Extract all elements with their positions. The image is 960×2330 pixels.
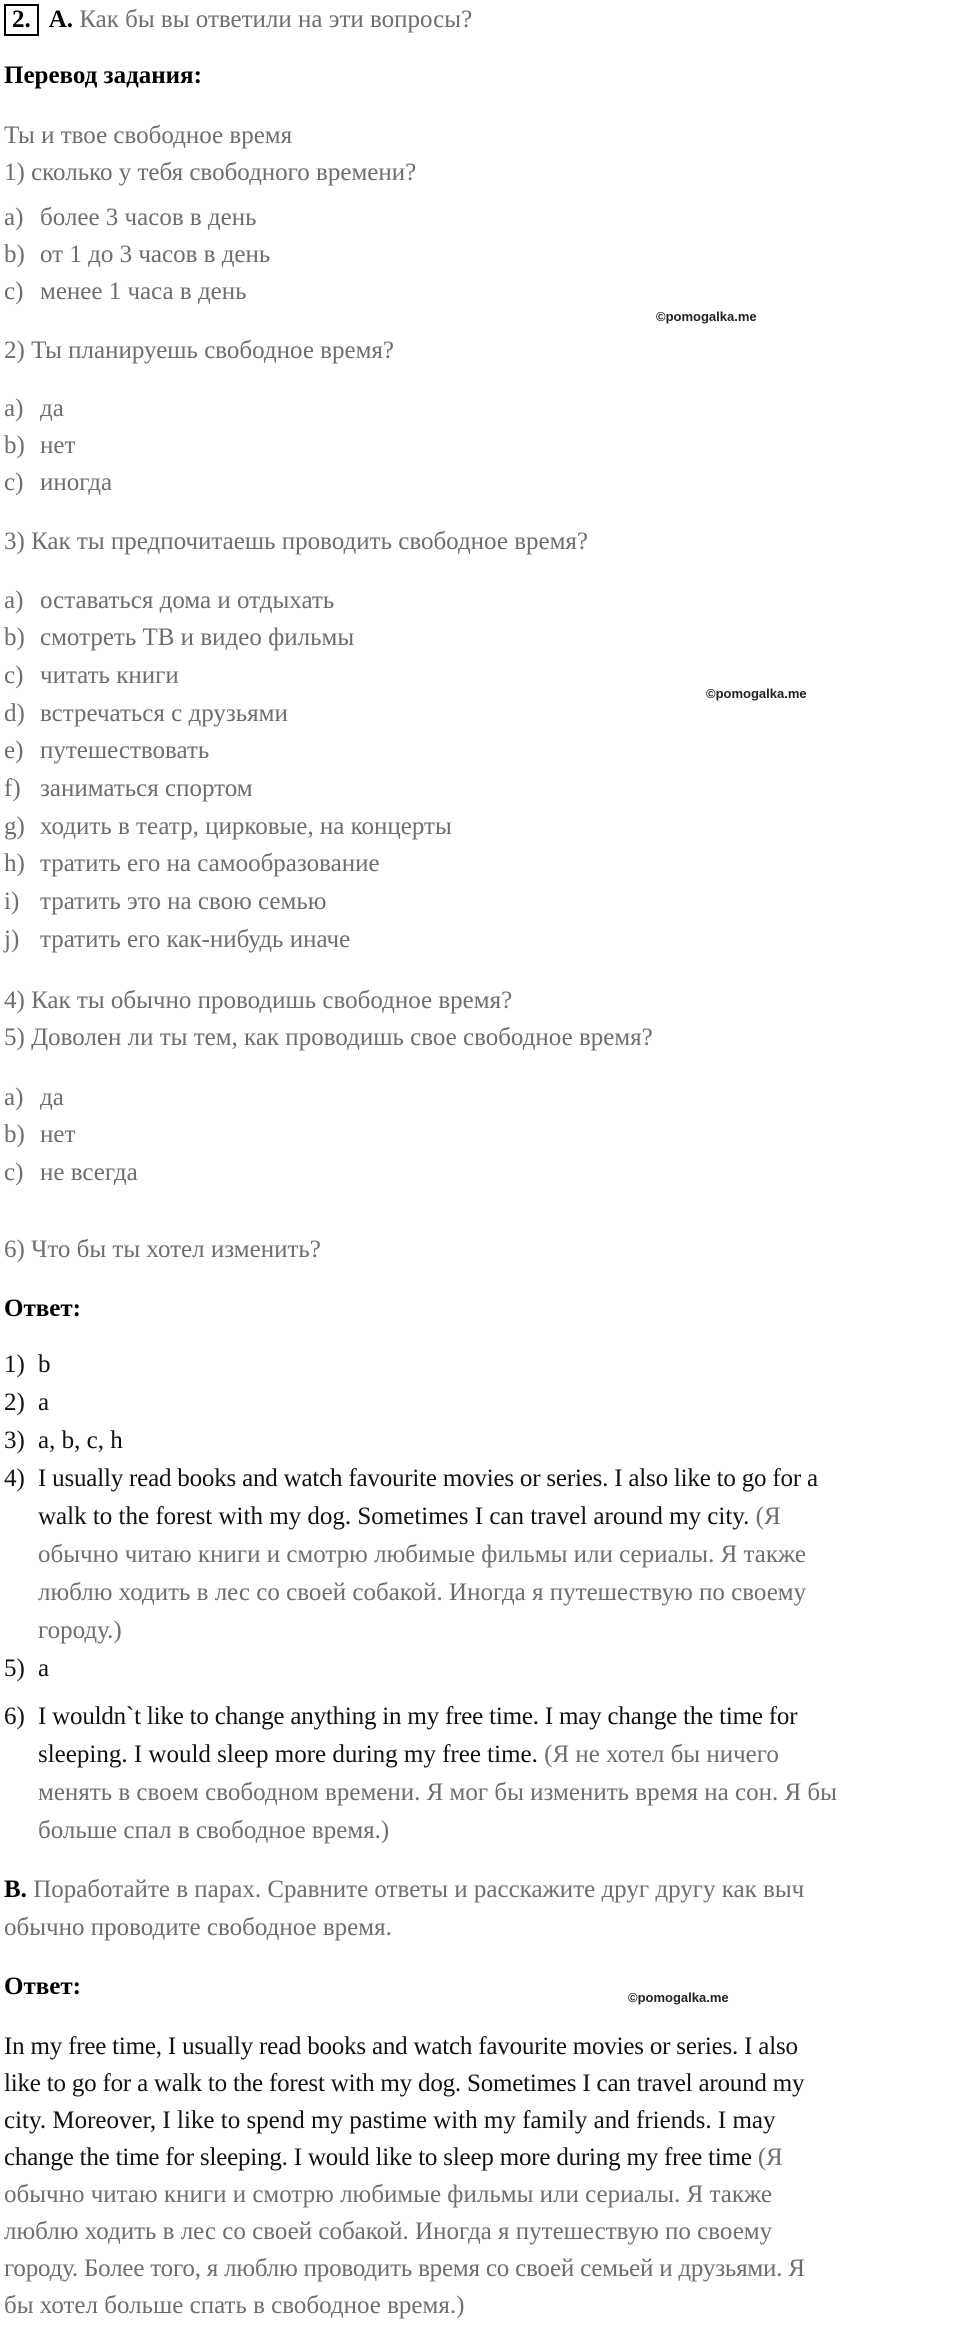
answer-4-line-2: walk to the forest with my dog. Sometimes I can travel around my city. (Я xyxy=(38,1503,781,1530)
task-prompt: Как бы вы ответили на эти вопросы? xyxy=(79,6,473,33)
answer-4-label: 4) xyxy=(4,1465,25,1492)
q5-option-b: b) нет xyxy=(4,1121,76,1148)
question-2: 2) Ты планируешь свободное время? xyxy=(4,337,394,364)
answer-1: 1) b xyxy=(4,1351,51,1378)
question-5: 5) Доволен ли ты тем, как проводишь свое свободное время? xyxy=(4,1024,653,1051)
answer-6-line-1: I wouldn`t like to change anything in my free time. I may change the time for xyxy=(38,1703,798,1730)
answer-6-line-2: sleeping. I would sleep more during my free time. (Я не хотел бы ничего xyxy=(38,1741,779,1768)
part-b-prompt-line-2: обычно проводите свободное время. xyxy=(4,1914,392,1941)
watermark: ©pomogalka.me xyxy=(706,686,807,701)
answer-b-line-4: change the time for sleeping. I would like to sleep more during my free time (Я xyxy=(4,2144,783,2171)
q1-option-a: a) более 3 часов в день xyxy=(4,204,257,231)
answer-b-line-7: городу. Более того, я люблю проводить время со своей семьей и друзьями. Я xyxy=(4,2255,805,2282)
q3-option-b: b) смотреть ТВ и видео фильмы xyxy=(4,624,355,651)
answer-heading: Ответ: xyxy=(4,1295,81,1322)
answer-5: 5) a xyxy=(4,1655,50,1682)
q3-option-h: h) тратить его на самообразование xyxy=(4,850,380,877)
answer-b-line-3: city. Moreover, I like to spend my pastime with my family and friends. I may xyxy=(4,2107,776,2134)
answer-4-line-5: городу.) xyxy=(38,1617,122,1644)
answer-b-line-2: like to go for a walk to the forest with my dog. Sometimes I can travel around my xyxy=(4,2070,805,2097)
answer-b-line-1: In my free time, I usually read books and watch favourite movies or series. I also xyxy=(4,2033,798,2060)
answer-4-line-4: люблю ходить в лес со своей собакой. Иногда я путешествую по своему xyxy=(38,1579,807,1606)
q1-option-b: b) от 1 до 3 часов в день xyxy=(4,241,271,268)
q3-option-j: j) тратить его как-нибудь иначе xyxy=(4,926,351,953)
part-a-label: A. xyxy=(48,6,74,33)
q2-option-a: a) да xyxy=(4,395,64,422)
task-number: 2. xyxy=(4,4,39,36)
answer-6-line-3: менять в своем свободном времени. Я мог бы изменить время на сон. Я бы xyxy=(38,1779,837,1806)
answer-2: 2) a xyxy=(4,1389,50,1416)
q2-option-c: c) иногда xyxy=(4,469,113,496)
answer-b-line-6: люблю ходить в лес со своей собакой. Иногда я путешествую по своему xyxy=(4,2218,773,2245)
part-b-label: B. xyxy=(4,1876,27,1903)
question-1: 1) сколько у тебя свободного времени? xyxy=(4,159,417,186)
answer-b-line-5: обычно читаю книги и смотрю любимые фильмы или сериалы. Я также xyxy=(4,2181,773,2208)
task-header xyxy=(4,2,472,38)
q2-option-b: b) нет xyxy=(4,432,76,459)
watermark: ©pomogalka.me xyxy=(628,1990,729,2005)
q5-option-a: a) да xyxy=(4,1084,64,1111)
translation-topic: Ты и твое свободное время xyxy=(4,122,293,149)
answer-b-line-8: бы хотел больше спать в свободное время.) xyxy=(4,2292,465,2319)
answer-4-line-1: I usually read books and watch favourite movies or series. I also like to go for a xyxy=(38,1465,818,1492)
translation-heading: Перевод задания: xyxy=(4,62,202,89)
question-3: 3) Как ты предпочитаешь проводить свободное время? xyxy=(4,528,589,555)
answer-b-heading: Ответ: xyxy=(4,1973,81,2000)
q3-option-a: a) оставаться дома и отдыхать xyxy=(4,587,335,614)
answer-3: 3) a, b, c, h xyxy=(4,1427,123,1454)
question-4: 4) Как ты обычно проводишь свободное время? xyxy=(4,987,513,1014)
answer-6-label: 6) xyxy=(4,1703,25,1730)
q1-option-c: c) менее 1 часа в день xyxy=(4,278,247,305)
watermark: ©pomogalka.me xyxy=(656,309,757,324)
part-b-prompt-line-1: B. Поработайте в парах. Сравните ответы и расскажите друг другу как выч xyxy=(4,1876,805,1903)
q3-option-e: e) путешествовать xyxy=(4,737,210,764)
q3-option-c: c) читать книги xyxy=(4,662,179,689)
q3-option-f: f) заниматься спортом xyxy=(4,775,253,802)
answer-4-line-3: обычно читаю книги и смотрю любимые фильмы или сериалы. Я также xyxy=(38,1541,807,1568)
q3-option-d: d) встречаться с друзьями xyxy=(4,700,288,727)
q3-option-i: i) тратить это на свою семью xyxy=(4,888,327,915)
q5-option-c: c) не всегда xyxy=(4,1159,138,1186)
answer-6-line-4: больше спал в свободное время.) xyxy=(38,1817,390,1844)
q3-option-g: g) ходить в театр, цирковые, на концерты xyxy=(4,813,452,840)
question-6: 6) Что бы ты хотел изменить? xyxy=(4,1236,321,1263)
